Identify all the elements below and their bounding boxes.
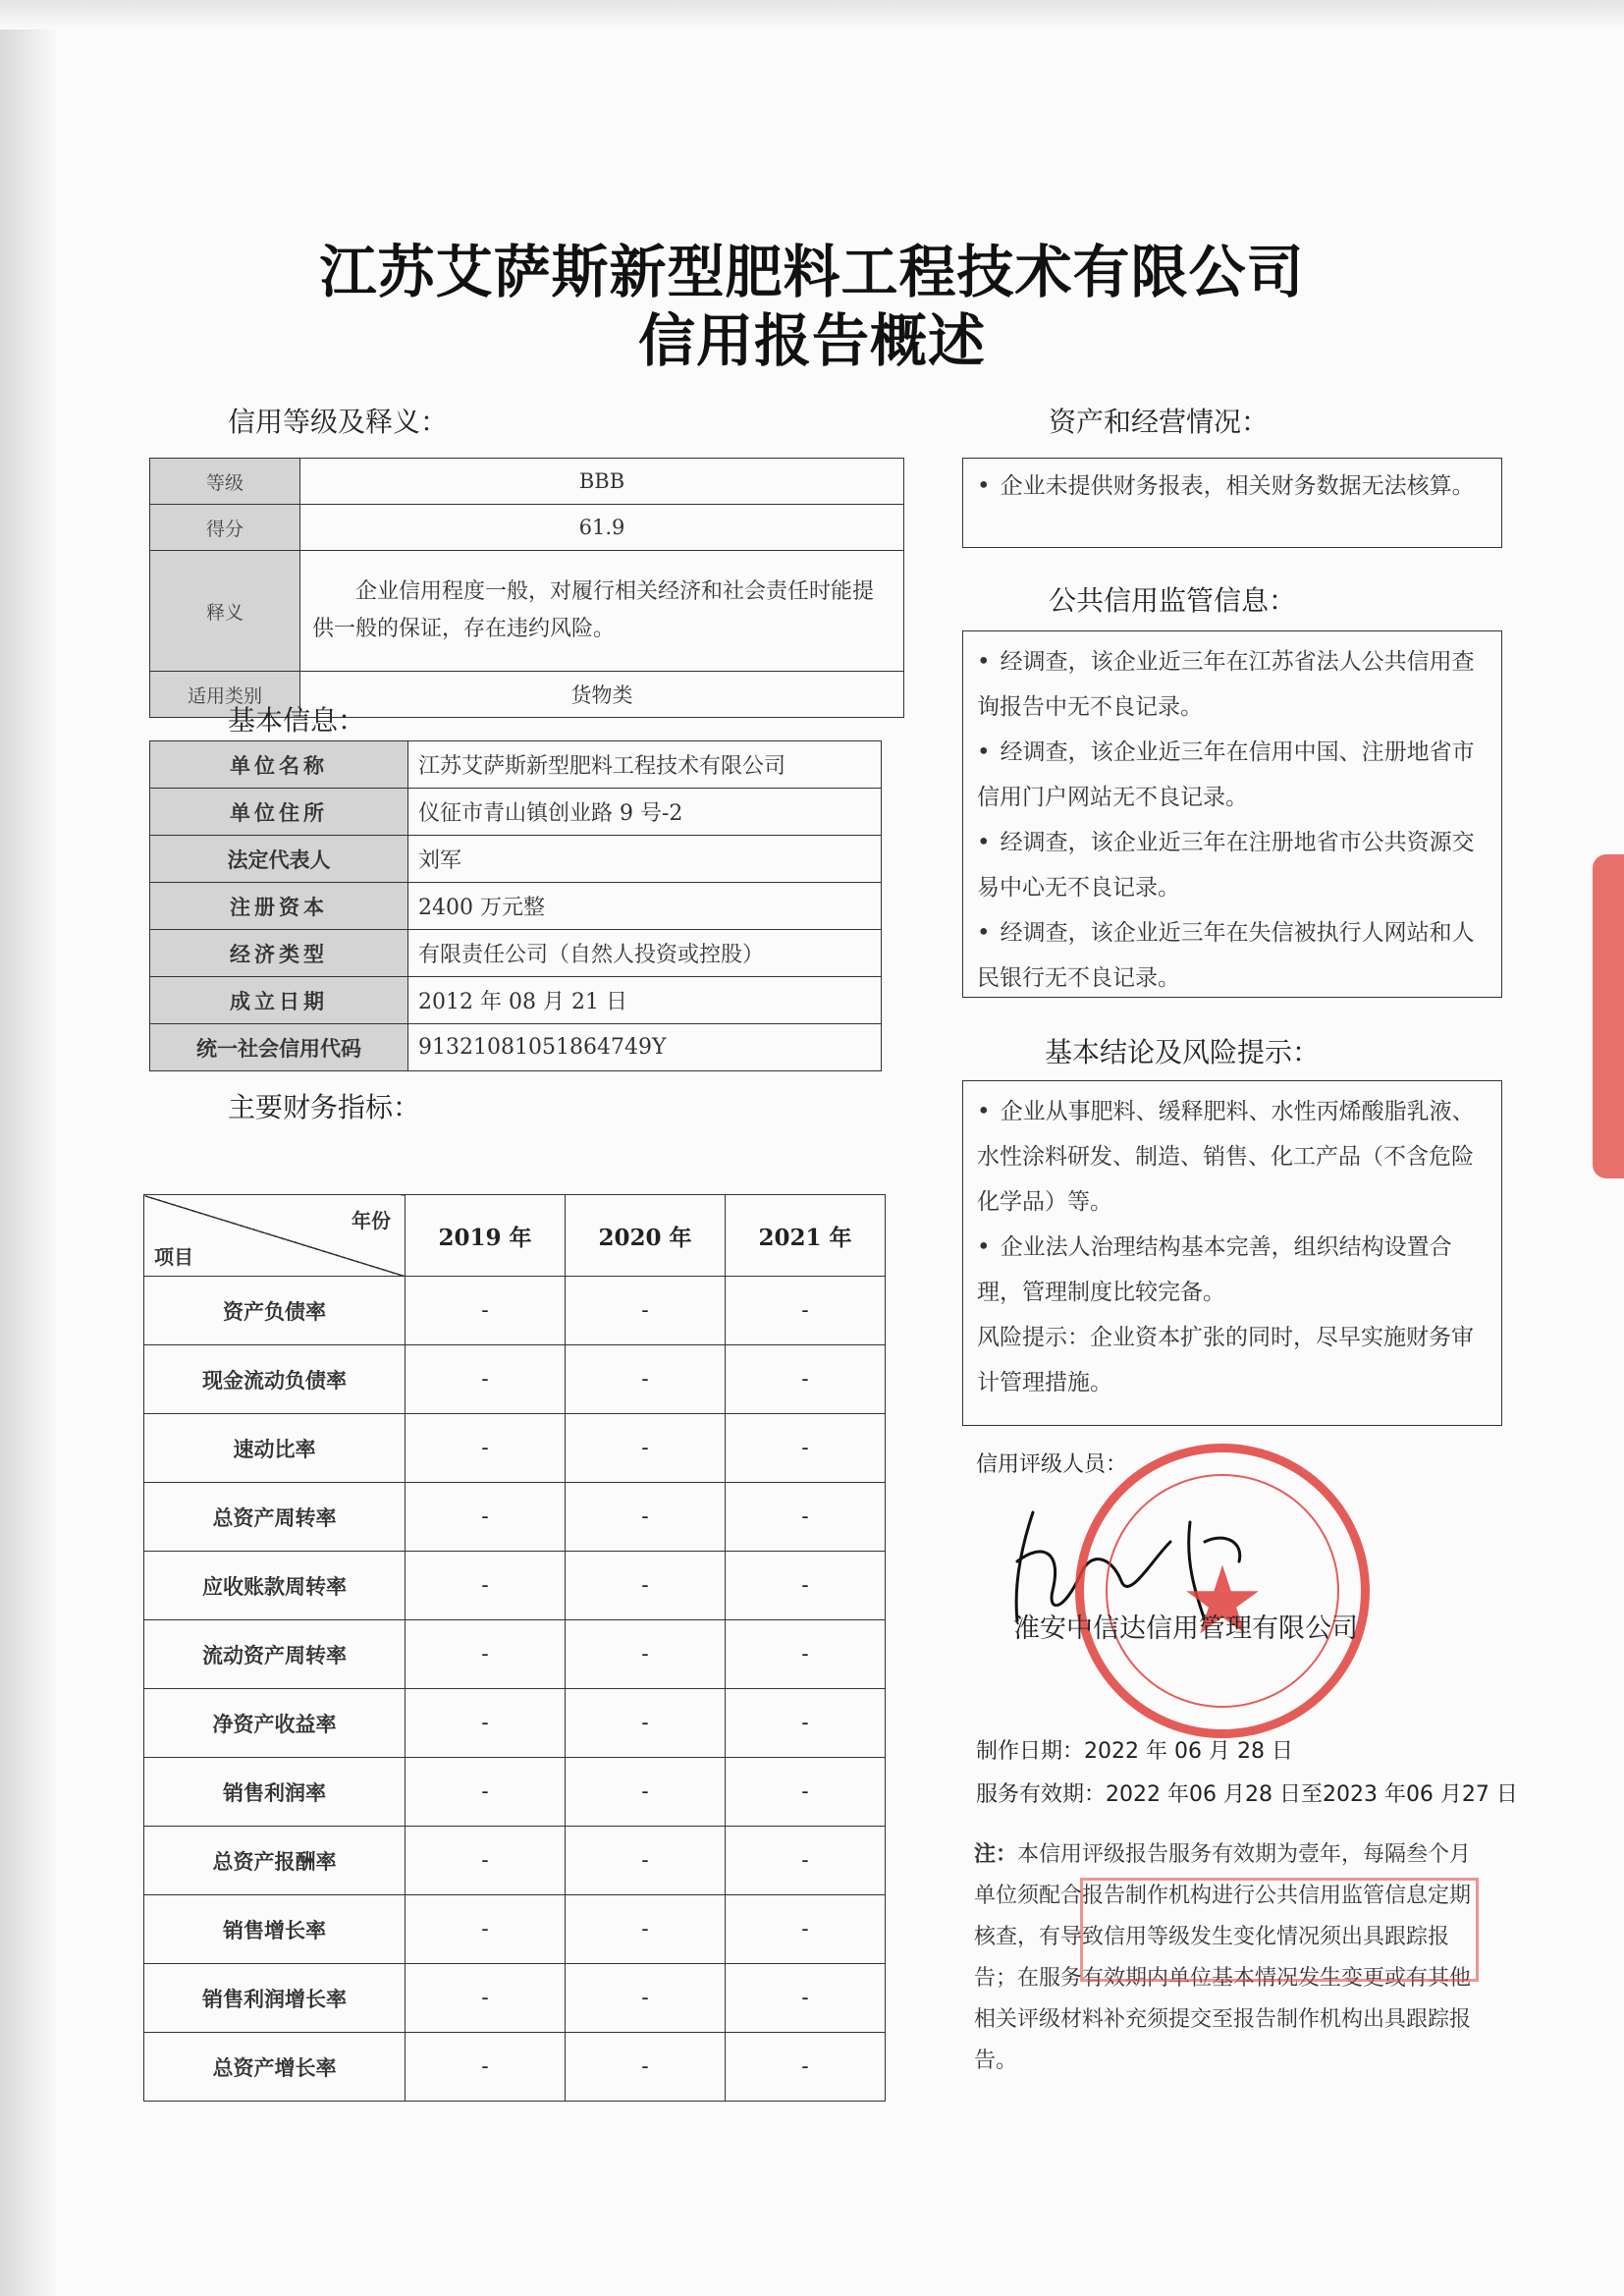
credit-level-value: BBB [300,459,904,505]
established-date-value: 2012 年 08 月 21 日 [408,977,882,1024]
conclusion-item: • 企业从事肥料、缓释肥料、水性丙烯酸脂乳液、水性涂料研发、制造、销售、化工产品（不含危险化学品）等。 [977,1089,1488,1225]
financial-value-cell: - [726,1414,886,1483]
financial-value-cell: - [566,1345,726,1414]
report-title: 江苏艾萨斯新型肥料工程技术有限公司 [319,239,1305,305]
financial-item-label: 资产负债率 [144,1277,406,1345]
rater-label: 信用评级人员： [976,1452,1128,1477]
public-item: • 经调查，该企业近三年在信用中国、注册地省市信用门户网站无不良记录。 [977,730,1488,820]
financial-value-cell: - [566,1483,726,1552]
table-corner-cell [144,1195,406,1277]
economic-type-value: 有限责任公司（自然人投资或控股） [408,930,882,977]
financial-value-cell: - [406,1895,566,1964]
conclusion-box [962,1080,1502,1426]
registered-capital-value: 2400 万元整 [408,883,882,930]
edge-seal-mark [1593,854,1624,1178]
table-row [150,977,882,1024]
established-date-label: 成立日期 [150,977,408,1024]
corner-year-label: 年份 [352,1209,391,1232]
risk-tip [977,1315,1488,1405]
financial-value-cell: - [726,1895,886,1964]
financial-value-cell: - [406,1620,566,1689]
unit-address-value: 仪征市青山镇创业路 9 号-2 [408,789,882,836]
credit-code-value: 91321081051864749Y [408,1024,882,1071]
conclusion-item: • 企业法人治理结构基本完善，组织结构设置合理，管理制度比较完备。 [977,1225,1488,1315]
table-row [150,551,904,672]
financial-item-label: 销售增长率 [144,1895,406,1964]
page-top-shadow [0,0,1624,29]
assets-box [962,458,1502,548]
table-row [144,1414,886,1483]
table-row [150,459,904,505]
financial-value-cell: - [726,2033,886,2102]
financial-value-cell: - [406,1483,566,1552]
year-header: 2019 年 [406,1195,566,1277]
conclusion-heading: 基本结论及风险提示： [1045,1036,1321,1068]
table-row [144,1827,886,1895]
table-row [144,1964,886,2033]
corner-item-label: 项目 [154,1245,193,1269]
financial-value-cell: - [726,1277,886,1345]
note-label: 注： [974,1842,1018,1867]
credit-score-value: 61.9 [300,505,904,551]
financial-value-cell: - [726,1620,886,1689]
risk-text: 企业资本扩张的同时，尽早实施财务审计管理措施。 [977,1325,1474,1395]
table-row [150,1024,882,1071]
credit-category-label: 适用类别 [150,672,300,718]
table-row [150,930,882,977]
economic-type-label: 经济类型 [150,930,408,977]
financial-value-cell: - [726,1758,886,1827]
financial-value-cell: - [726,1689,886,1758]
rectangular-stamp [1080,1878,1479,1982]
financial-value-cell: - [566,1277,726,1345]
financial-value-cell: - [406,1414,566,1483]
financial-value-cell: - [566,1964,726,2033]
credit-category-value: 货物类 [300,672,904,718]
financial-value-cell: - [726,1552,886,1620]
financial-value-cell: - [406,1689,566,1758]
made-date: 制作日期：2022 年 06 月 28 日 [976,1739,1293,1764]
financial-item-label: 销售利润率 [144,1758,406,1827]
financial-table [143,1194,886,2102]
credit-heading: 信用等级及释义： [228,406,449,438]
financial-item-label: 应收账款周转率 [144,1552,406,1620]
table-row [144,1552,886,1620]
public-item: • 经调查，该企业近三年在失信被执行人网站和人民银行无不良记录。 [977,910,1488,1001]
financial-value-cell: - [726,1483,886,1552]
basic-info-table [149,740,882,1071]
table-row [144,1758,886,1827]
financial-item-label: 总资产报酬率 [144,1827,406,1895]
financial-value-cell: - [566,1414,726,1483]
assets-heading: 资产和经营情况： [1049,406,1270,438]
issuer-company: 淮安中信达信用管理有限公司 [1013,1613,1358,1644]
financial-item-label: 流动资产周转率 [144,1620,406,1689]
financial-value-cell: - [566,1895,726,1964]
public-item: • 经调查，该企业近三年在江苏省法人公共信用查询报告中无不良记录。 [977,639,1488,730]
table-row [150,883,882,930]
financial-value-cell: - [566,1689,726,1758]
legal-rep-label: 法定代表人 [150,836,408,883]
credit-table [149,458,904,718]
table-row [144,2033,886,2102]
credit-code-label: 统一社会信用代码 [150,1024,408,1071]
financial-heading: 主要财务指标： [228,1091,421,1123]
table-row [150,741,882,789]
legal-rep-value: 刘军 [408,836,882,883]
financial-value-cell: - [406,1964,566,2033]
table-row [144,1895,886,1964]
financial-value-cell: - [406,2033,566,2102]
seal-star-icon: ★ [1179,1546,1266,1656]
financial-item-label: 销售利润增长率 [144,1964,406,2033]
financial-value-cell: - [566,2033,726,2102]
public-credit-box [962,630,1502,998]
unit-name-value: 江苏艾萨斯新型肥料工程技术有限公司 [408,741,882,789]
valid-period: 服务有效期：2022 年06 月28 日至2023 年06 月27 日 [976,1782,1518,1807]
financial-value-cell: - [726,1345,886,1414]
public-item: • 经调查，该企业近三年在注册地省市公共资源交易中心无不良记录。 [977,820,1488,910]
financial-value-cell: - [726,1964,886,2033]
table-row [144,1483,886,1552]
year-header: 2020 年 [566,1195,726,1277]
table-row [150,505,904,551]
financial-value-cell: - [406,1345,566,1414]
financial-item-label: 速动比率 [144,1414,406,1483]
table-row [144,1620,886,1689]
basic-heading: 基本信息： [228,704,366,737]
report-subtitle: 信用报告概述 [637,307,986,374]
credit-meaning-label: 释义 [150,551,300,672]
public-heading: 公共信用监管信息： [1049,584,1297,617]
assets-text: • 企业未提供财务报表，相关财务数据无法核算。 [977,466,1488,506]
table-row [150,789,882,836]
financial-item-label: 总资产周转率 [144,1483,406,1552]
financial-item-label: 净资产收益率 [144,1689,406,1758]
unit-name-label: 单位名称 [150,741,408,789]
table-row [144,1689,886,1758]
financial-value-cell: - [566,1827,726,1895]
financial-value-cell: - [566,1552,726,1620]
credit-level-label: 等级 [150,459,300,505]
financial-value-cell: - [566,1620,726,1689]
unit-address-label: 单位住所 [150,789,408,836]
year-header: 2021 年 [726,1195,886,1277]
note-text: 本信用评级报告服务有效期为壹年，每隔叁个月单位须配合报告制作机构进行公共信用监管信息定期核查，有导致信用等级发生变化情况须出具跟踪报告；在服务有效期内单位基本情况发生变更或有其他相关评级材料补充须提交至报告制作机构出具跟踪报告。 [974,1842,1472,2073]
financial-value-cell: - [406,1552,566,1620]
financial-value-cell: - [406,1277,566,1345]
financial-value-cell: - [406,1758,566,1827]
financial-value-cell: - [566,1758,726,1827]
table-header-row [144,1195,886,1277]
financial-item-label: 现金流动负债率 [144,1345,406,1414]
registered-capital-label: 注册资本 [150,883,408,930]
financial-value-cell: - [726,1827,886,1895]
credit-score-label: 得分 [150,505,300,551]
financial-value-cell: - [406,1827,566,1895]
table-row [144,1277,886,1345]
financial-item-label: 总资产增长率 [144,2033,406,2102]
table-row [144,1345,886,1414]
credit-meaning-value: 企业信用程度一般，对履行相关经济和社会责任时能提供一般的保证，存在违约风险。 [300,551,904,672]
risk-label: 风险提示： [977,1325,1090,1350]
table-row [150,836,882,883]
company-seal [1075,1444,1370,1738]
